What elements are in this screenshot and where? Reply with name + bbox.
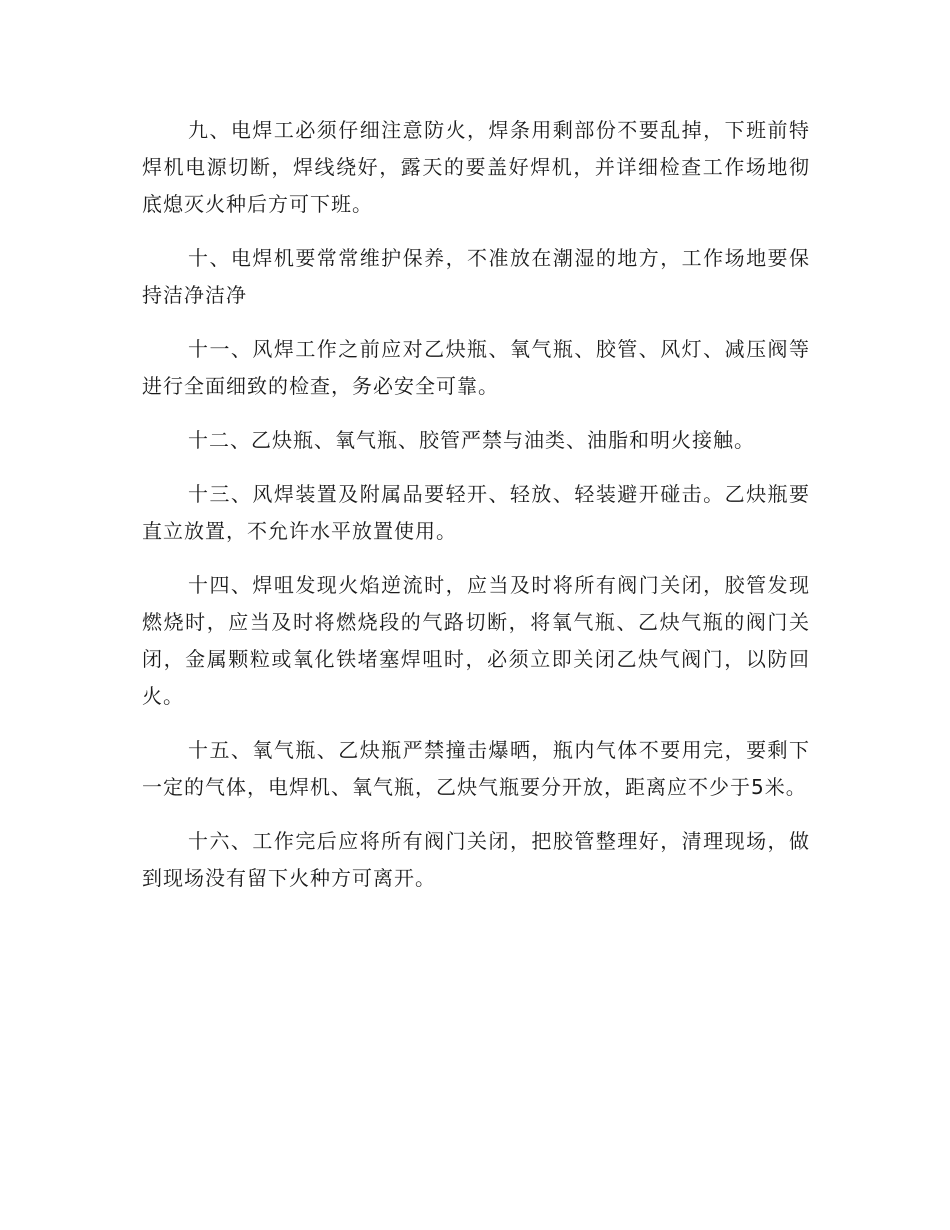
paragraph-13: 十三、风焊装置及附属品要轻开、轻放、轻装避开碰击。乙炔瓶要直立放置，不允许水平放置使用。 [142,482,810,543]
document-body [142,112,810,914]
paragraph-15: 十五、氧气瓶、乙炔瓶严禁撞击爆晒，瓶内气体不要用完，要剩下一定的气体，电焊机、氧气瓶，乙炔气瓶要分开放，距离应不少于5米。 [142,738,810,799]
paragraph-10: 十、电焊机要常常维护保养，不准放在潮湿的地方，工作场地要保持洁净洁净 [142,246,810,307]
paragraph-9: 九、电焊工必须仔细注意防火，焊条用剩部份不要乱掉，下班前特焊机电源切断，焊线绕好，露天的要盖好焊机，并详细检查工作场地彻底熄灭火种后方可下班。 [142,118,810,216]
paragraph-16: 十六、工作完后应将所有阀门关闭，把胶管整理好，清理现场，做到现场没有留下火种方可离开。 [142,829,810,890]
paragraph-14: 十四、焊咀发现火焰逆流时，应当及时将所有阀门关闭，胶管发现燃烧时，应当及时将燃烧段的气路切断，将氧气瓶、乙炔气瓶的阀门关闭，金属颗粒或氧化铁堵塞焊咀时，必须立即关闭乙炔气阀门，以防回火。 [142,573,810,708]
paragraph-11: 十一、风焊工作之前应对乙炔瓶、氧气瓶、胶管、风灯、减压阀等进行全面细致的检查，务必安全可靠。 [142,337,810,398]
paragraph-12: 十二、乙炔瓶、氧气瓶、胶管严禁与油类、油脂和明火接触。 [188,428,755,452]
